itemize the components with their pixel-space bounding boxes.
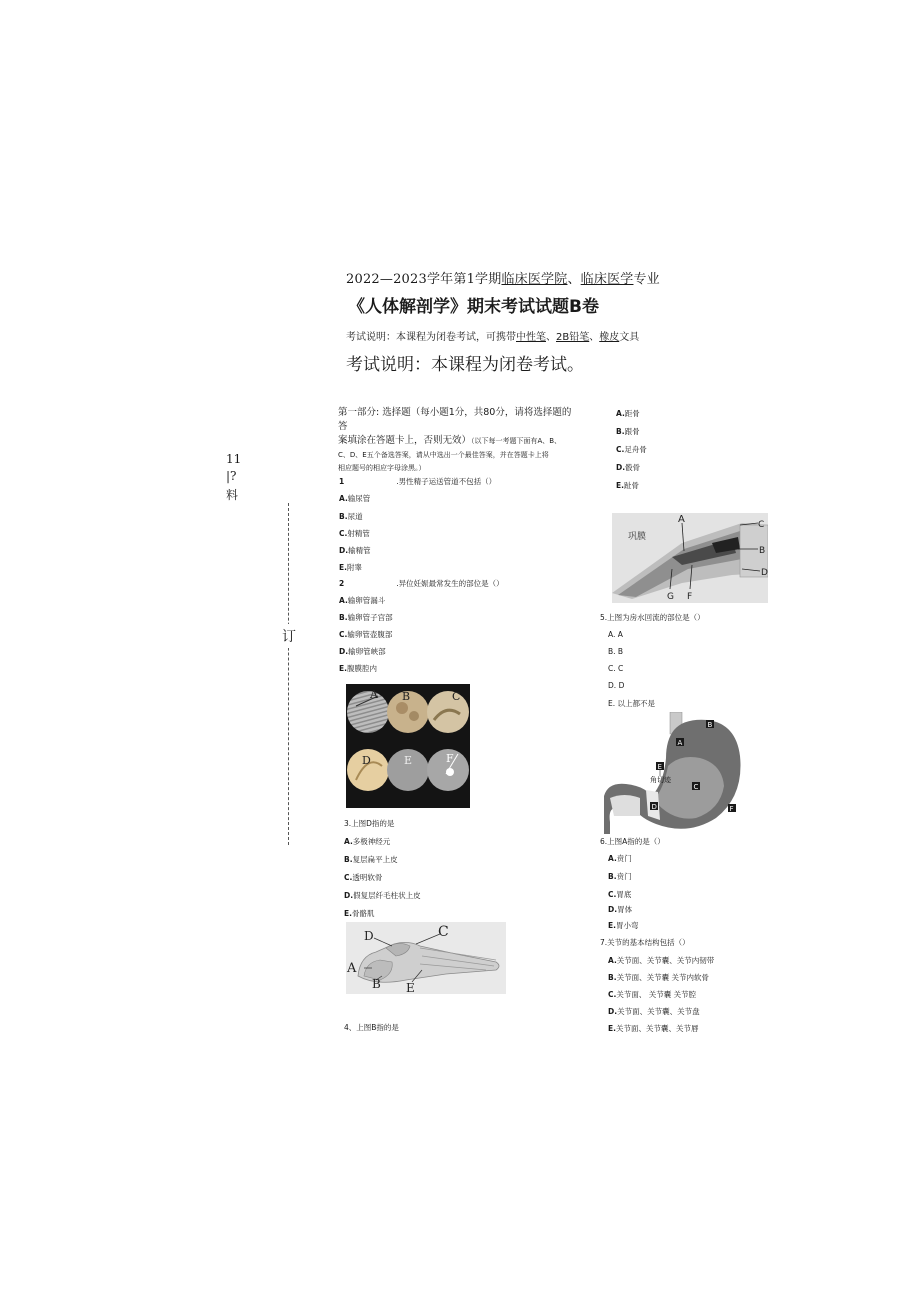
tissue-circle-a xyxy=(347,691,389,733)
section-line-2a: 案填涂在答题卡上，否则无效） xyxy=(338,435,472,446)
foot-label-b: B xyxy=(372,977,381,991)
course-subtitle: 2022—2023学年第1学期临床医学院、临床医学专业 xyxy=(346,272,660,287)
eye-section-figure xyxy=(612,513,768,603)
q3-option-b: B.复层扁平上皮 xyxy=(344,855,398,864)
margin-mark-2: |? xyxy=(226,469,237,483)
eye-label-b: B xyxy=(759,546,766,556)
tissue-label-c: C xyxy=(452,690,461,703)
q6-option-b: B.贲门 xyxy=(608,872,632,881)
q3-option-a: A.多极神经元 xyxy=(344,837,391,846)
foot-label-c: C xyxy=(438,924,449,940)
stomach-figure xyxy=(604,712,750,834)
q4-option-e: E.趾骨 xyxy=(616,481,639,490)
q1-option-a: A.输尿管 xyxy=(339,494,371,503)
q4-option-d: D.骰骨 xyxy=(616,463,641,472)
eye-label-f: F xyxy=(687,592,693,602)
q5-option-e: E. 以上都不是 xyxy=(608,699,656,708)
section-line-4: 相应题号的相应字母涂黑。） xyxy=(338,464,426,472)
q2-option-c: C.输卵管壶腹部 xyxy=(339,630,393,639)
margin-mark-3: 料 xyxy=(226,488,239,502)
tissue-micrographs-figure xyxy=(346,684,470,808)
q1-option-d: D.输精管 xyxy=(339,546,371,555)
stomach-label-e: E xyxy=(657,763,662,771)
foot-label-e: E xyxy=(406,981,415,994)
q4-option-c: C.足舟骨 xyxy=(616,445,647,454)
eye-label-c: C xyxy=(758,520,765,530)
eye-label-g: G xyxy=(667,592,674,602)
exam-note: 考试说明：本课程为闭卷考试，可携带中性笔、2B铅笔、橡皮文具 xyxy=(346,332,640,343)
q4-option-a: A.距骨 xyxy=(616,409,640,418)
q5-option-d: D. D xyxy=(608,681,625,690)
tissue-label-d: D xyxy=(362,754,371,767)
q6-option-d: D.胃体 xyxy=(608,905,633,914)
binding-mark: 订 xyxy=(282,624,296,648)
eye-label-sclera: 巩膜 xyxy=(628,532,647,542)
q5-option-a: A. A xyxy=(608,630,623,639)
q2-option-a: A.输卵管漏斗 xyxy=(339,596,386,605)
eye-section-diagram xyxy=(612,513,768,603)
question-1: 1 .男性精子运送管道不包括（） xyxy=(339,477,497,486)
question-7: 7.关节的基本结构包括（） xyxy=(600,938,690,947)
foot-label-d: D xyxy=(364,929,374,943)
section-line-3: C、D、E五个备选答案，请从中选出一个最佳答案，并在答题卡上将 xyxy=(338,451,549,459)
tissue-label-b: B xyxy=(402,690,411,703)
q3-option-d: D.假复层纤毛柱状上皮 xyxy=(344,891,421,900)
section-line-1: 第一部分: 选择题（每小题1分，共80分，请将选择题的答 xyxy=(338,407,572,432)
q2-option-e: E.腹膜腔内 xyxy=(339,664,377,673)
q3-option-c: C.透明软骨 xyxy=(344,873,383,882)
q7-option-c: C.关节面、 关节囊 关节腔 xyxy=(608,990,697,999)
q1-option-b: B.尿道 xyxy=(339,512,363,521)
foot-label-a: A xyxy=(347,961,357,976)
foot-bones-diagram xyxy=(346,922,506,994)
question-4: 4、上图B指的是 xyxy=(344,1023,399,1032)
q7-option-e: E.关节面、关节囊、关节唇 xyxy=(608,1024,699,1033)
q2-option-d: D.输卵管峡部 xyxy=(339,647,386,656)
q1-option-c: C.射精管 xyxy=(339,529,370,538)
tissue-label-f: F xyxy=(446,752,454,765)
q3-option-e: E.骨骼肌 xyxy=(344,909,375,918)
tissue-circle-c xyxy=(427,691,469,733)
q7-option-a: A.关节面、关节囊、关节内韧带 xyxy=(608,956,715,965)
stomach-label-c: C xyxy=(693,783,699,791)
q7-option-b: B.关节面、关节囊 关节内软骨 xyxy=(608,973,709,982)
tissue-label-a: A xyxy=(370,688,378,701)
stomach-diagram xyxy=(604,712,750,834)
q6-option-a: A.贲门 xyxy=(608,854,632,863)
stomach-label-a: A xyxy=(677,739,683,747)
section-header xyxy=(338,406,576,474)
q5-option-c: C. C xyxy=(608,664,624,673)
q6-option-e: E.胃小弯 xyxy=(608,921,639,930)
q5-option-b: B. B xyxy=(608,647,624,656)
q6-option-c: C.胃底 xyxy=(608,890,632,899)
stomach-label-f: F xyxy=(729,805,734,813)
question-5: 5.上图为房水回流的部位是（） xyxy=(600,613,705,622)
question-3: 3.上图D指的是 xyxy=(344,819,395,828)
stomach-label-incisure: 角切迹 xyxy=(650,776,671,784)
section-line-2b: （以下每一考题下面有A、B、 xyxy=(471,437,562,445)
question-2: 2 .异位妊娠最常发生的部位是（） xyxy=(339,579,504,588)
exam-title: 《人体解剖学》期末考试试题B卷 xyxy=(348,297,599,317)
foot-bones-figure xyxy=(346,922,506,994)
q2-option-b: B.输卵管子宫部 xyxy=(339,613,393,622)
stomach-label-b: B xyxy=(707,721,713,729)
q1-option-e: E.附睾 xyxy=(339,563,362,572)
eye-label-a: A xyxy=(678,514,685,525)
margin-mark-1: 11 xyxy=(226,452,242,466)
exam-note-large: 考试说明：本课程为闭卷考试。 xyxy=(346,355,584,375)
stomach-label-d: D xyxy=(651,803,657,811)
tissue-label-e: E xyxy=(404,754,413,767)
question-6: 6.上图A指的是（） xyxy=(600,837,665,846)
binding-line xyxy=(288,503,289,845)
eye-label-d: D xyxy=(761,568,768,578)
q4-option-b: B.跟骨 xyxy=(616,427,640,436)
q7-option-d: D.关节面、关节囊、关节盘 xyxy=(608,1007,700,1016)
tissue-micrographs xyxy=(346,684,470,808)
